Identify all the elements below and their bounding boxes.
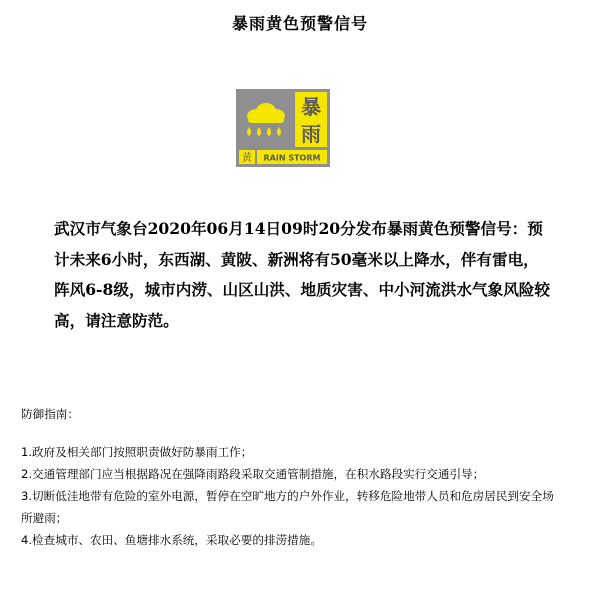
defense-guide-item: 1.政府及相关部门按照职责做好防暴雨工作； <box>21 445 253 459</box>
icon-glyph-small: 黄 <box>242 153 252 164</box>
icon-label-en: RAIN STORM <box>263 153 321 163</box>
defense-guide-item: 4.检查城市、农田、鱼塘排水系统，采取必要的排涝措施。 <box>21 533 322 547</box>
defense-guide-item: 2.交通管理部门应当根据路况在强降雨路段采取交通管制措施，在积水路段实行交通引导； <box>21 467 485 481</box>
defense-guide-heading: 防御指南： <box>21 407 79 421</box>
defense-guide-list <box>21 441 561 551</box>
warning-bulletin: 武汉市气象台2020年06月14日09时20分发布暴雨黄色预警信号：预计未来6小时，东西湖、黄陂、新洲将有50毫米以上降水，伴有雷电，阵风6-8级，城市内涝、山区山洪、地质灾害、中小河流洪水气象风险较高，请注意防范。 <box>54 219 550 330</box>
rainstorm-yellow-warning-icon <box>236 89 330 167</box>
page-title: 暴雨黄色预警信号 <box>231 14 368 33</box>
icon-glyph-top: 暴 <box>301 95 321 119</box>
icon-glyph-bottom: 雨 <box>301 122 321 146</box>
defense-guide-item: 3.切断低洼地带有危险的室外电源，暂停在空旷地方的户外作业，转移危险地带人员和危房居民到安全场所避雨； <box>21 489 554 525</box>
